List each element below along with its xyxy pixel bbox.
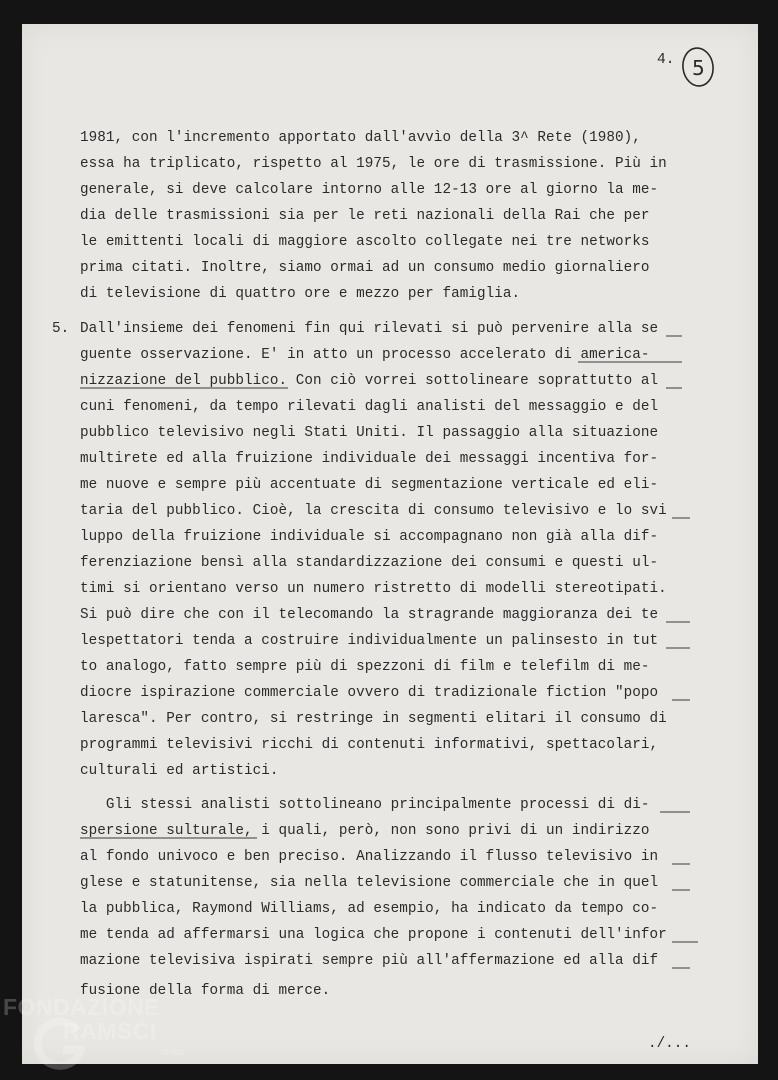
text-line: fusione della forma di merce. bbox=[80, 983, 331, 999]
text-line: Gli stessi analisti sottolineano principalmente processi di di- bbox=[80, 797, 650, 813]
text-line: la pubblica, Raymond Williams, ad esempio, ha indicato da tempo co- bbox=[80, 901, 659, 917]
text-line: generale, si deve calcolare intorno alle 12-13 ore al giorno la me- bbox=[80, 182, 659, 198]
continuation-mark: ./... bbox=[648, 1036, 691, 1052]
text-line: 1981, con l'incremento apportato dall'avvìo della 3^ Rete (1980), bbox=[80, 130, 641, 146]
circled-number-text: 5 bbox=[692, 56, 705, 80]
text-line: mazione televisiva ispirati sempre più all'affermazione ed alla dif bbox=[80, 953, 659, 969]
watermark-line2: RAMSCI bbox=[63, 1018, 157, 1044]
circled-page-number bbox=[676, 42, 724, 90]
text-line: spersione sulturale, i quali, però, non sono privi di un indirizzo bbox=[80, 823, 650, 839]
text-line: pubblico televisivo negli Stati Uniti. Il passaggio alla situazione bbox=[80, 425, 659, 441]
text-line: essa ha triplicato, rispetto al 1975, le ore di trasmissione. Più in bbox=[80, 156, 667, 172]
text-line: al fondo univoco e ben preciso. Analizzando il flusso televisivo in bbox=[80, 849, 659, 865]
text-line: multirete ed alla fruizione individuale dei messaggi incentiva for- bbox=[80, 451, 659, 467]
page-number: 4. bbox=[657, 52, 675, 68]
text-line: me tenda ad affermarsi una logica che propone i contenuti dell'infor bbox=[80, 927, 667, 943]
text-line: prima citati. Inoltre, siamo ormai ad un consumo medio giornaliero bbox=[80, 260, 650, 276]
text-line: ferenziazione bensì alla standardizzazione dei consumi e questi ul- bbox=[80, 555, 659, 571]
section-number: 5. bbox=[52, 321, 70, 337]
text-line: taria del pubblico. Cioè, la crescita di consumo televisivo e lo svi bbox=[80, 503, 667, 519]
text-line: lespettatori tenda a costruire individualmente un palinsesto in tut bbox=[80, 633, 659, 649]
text-line: nizzazione del pubblico. Con ciò vorrei sottolineare soprattutto al bbox=[80, 373, 659, 389]
text-line: laresca". Per contro, si restringe in segmenti elitari il consumo di bbox=[80, 711, 667, 727]
text-line: guente osservazione. E' in atto un processo accelerato di america- bbox=[80, 347, 650, 363]
text-line: diocre ispirazione commerciale ovvero di tradizionale fiction "popo bbox=[80, 685, 659, 701]
text-line: me nuove e sempre più accentuate di segmentazione verticale ed eli- bbox=[80, 477, 659, 493]
text-line: dia delle trasmissioni sia per le reti nazionali della Rai che per bbox=[80, 208, 650, 224]
text-line: glese e statunitense, sia nella televisione commerciale che in quel bbox=[80, 875, 659, 891]
text-line: programmi televisivi ricchi di contenuti informativi, spettacolari, bbox=[80, 737, 659, 753]
text-line: di televisione di quattro ore e mezzo per famiglia. bbox=[80, 286, 521, 302]
text-line: Si può dire che con il telecomando la stragrande maggioranza dei te bbox=[80, 607, 659, 623]
text-line: Dall'insieme dei fenomeni fin qui rilevati si può pervenire alla se bbox=[80, 321, 659, 337]
text-line: culturali ed artistici. bbox=[80, 763, 279, 779]
text-line: to analogo, fatto sempre più di spezzoni di film e telefilm di me- bbox=[80, 659, 650, 675]
watermark-line1: FONDAZIONE bbox=[3, 994, 161, 1020]
text-line: timi si orientano verso un numero ristretto di modelli stereotipati. bbox=[80, 581, 667, 597]
watermark-line3: onlus bbox=[161, 1047, 185, 1058]
text-line: cuni fenomeni, da tempo rilevati dagli analisti del messaggio e del bbox=[80, 399, 659, 415]
watermark-logo bbox=[3, 992, 203, 1078]
text-line: luppo della fruizione individuale si accompagnano non già alla dif- bbox=[80, 529, 659, 545]
text-line: le emittenti locali di maggiore ascolto collegate nei tre networks bbox=[80, 234, 650, 250]
